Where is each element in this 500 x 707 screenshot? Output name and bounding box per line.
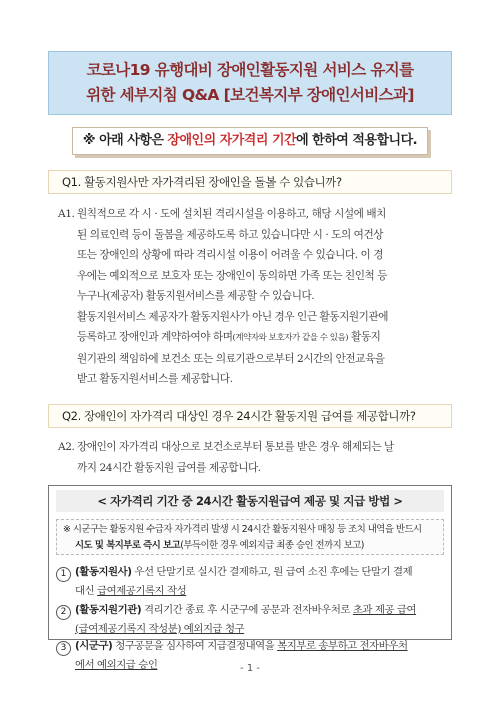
answer-1-line	[77, 327, 388, 349]
step-1-line-1	[75, 563, 412, 582]
step-3-line-1	[75, 637, 408, 656]
step-1-underlined: 급여제공기록지 작성	[97, 584, 187, 597]
procedure-title: < 자가격리 기간 중 24시간 활동지원급여 제공 및 지급 방법 >	[56, 490, 444, 512]
answer-2-label: A2.	[58, 441, 75, 453]
procedure-note-rest: (부득이한 경우 예외지급 최종 승인 전까지 보고)	[180, 540, 364, 551]
step-2-line-2	[75, 620, 416, 639]
answer-2-line: 장애인이 자가격리 대상으로 보건소로부터 통보를 받은 경우 해제되는 날	[77, 441, 394, 453]
procedure-note-emphasis: 시도 및 복지부로 즉시 보고	[75, 540, 181, 551]
step-1-text: 우선 단말기로 실시간 결제하고, 원 급여 소진 후에는 단말기 결제	[131, 566, 413, 578]
step-3-actor: (시군구)	[75, 640, 113, 652]
step-3-underlined: 복지부로 송부하고 전자바우처	[277, 640, 408, 652]
step-2-actor: (활동지원기관)	[75, 604, 142, 616]
answer-1-line: 된 의료인력 등이 돌봄을 제공하도록 하고 있습니다만 시 · 도의 여건상	[77, 228, 384, 241]
procedure-note-line-1: ※ 시군구는 활동지원 수급자 자가격리 발생 시 24시간 활동지원사 매칭 등 조치 내역을 반드시	[63, 524, 422, 535]
notice-prefix: ※ 아래 사항은	[82, 133, 168, 148]
step-1-actor: (활동지원사)	[75, 566, 132, 578]
answer-1-line: 원칙적으로 각 시 · 도에 설치된 격리시설을 이용하고, 해당 시설에 배치	[77, 208, 386, 220]
step-number-badge: 3	[56, 641, 71, 656]
answer-1-line: 받고 활동지원서비스를 제공합니다.	[77, 373, 233, 385]
answer-1-label: A1.	[58, 208, 75, 220]
answer-1-line: 우에는 예외적으로 보호자 또는 장애인이 동의하면 가족 또는 친인척 등	[77, 269, 387, 282]
notice-box	[72, 127, 428, 155]
step-1-line-2	[75, 582, 412, 601]
answer-1-line-part: 등록하고 장애인과 계약하여야 하며	[77, 331, 233, 343]
question-1: Q1. 활동지원사만 자가격리된 장애인을 돌볼 수 있습니까?	[48, 170, 452, 194]
answer-1-parenthetical: (계약자와 보호자가 같을 수 있음)	[232, 333, 349, 343]
answer-1-line: 누구나(제공자) 활동지원서비스를 제공할 수 있습니다.	[77, 290, 315, 302]
step-2-underlined: (급여제공기록지 작성분) 예외지급 청구	[75, 622, 245, 635]
step-2-line-1	[75, 601, 416, 620]
answer-1-line: 활동지원서비스 제공자가 활동지원사가 아닌 경우 인근 활동지원기관에	[77, 310, 389, 323]
title-line-1: 코로나19 유행대비 장애인활동지원 서비스 유지를	[86, 61, 414, 79]
step-2-underlined: 초과 제공 급여	[352, 604, 417, 616]
notice-highlight: 장애인의 자가격리 기간	[167, 133, 297, 148]
title-line-2: 위한 세부지침 Q&A [보건복지부 장애인서비스과]	[86, 86, 414, 104]
answer-1-line: 또는 장애인의 상황에 따라 격리시설 이용이 어려울 수 있습니다. 이 경	[77, 249, 384, 261]
answer-1-line-part: 활동지	[348, 331, 381, 343]
title-box	[48, 51, 452, 115]
answer-1-line: 원기관의 책임하에 보건소 또는 의료기관으로부터 2시간의 안전교육을	[77, 352, 385, 365]
step-number-badge: 2	[56, 605, 71, 620]
step-number-badge: 1	[56, 567, 71, 582]
step-3-underlined: 에서 예외지급 승인	[75, 658, 158, 671]
answer-2-line: 까지 24시간 활동지원 급여를 제공합니다.	[77, 461, 261, 474]
notice-suffix: 에 한하여 적용합니다.	[296, 133, 418, 148]
page-number: - 1 -	[240, 663, 260, 674]
step-1-text: 대신	[75, 584, 98, 597]
procedure-note	[56, 519, 444, 555]
question-2: Q2. 장애인이 자가격리 대상인 경우 24시간 활동지원 급여를 제공합니까?	[48, 404, 452, 428]
procedure-note-line-2	[63, 538, 443, 554]
step-2-text: 격리기간 종료 후 시군구에 공문과 전자바우처로	[141, 604, 353, 616]
step-3-text: 청구공문을 심사하여 지급결정내역을	[112, 640, 278, 652]
